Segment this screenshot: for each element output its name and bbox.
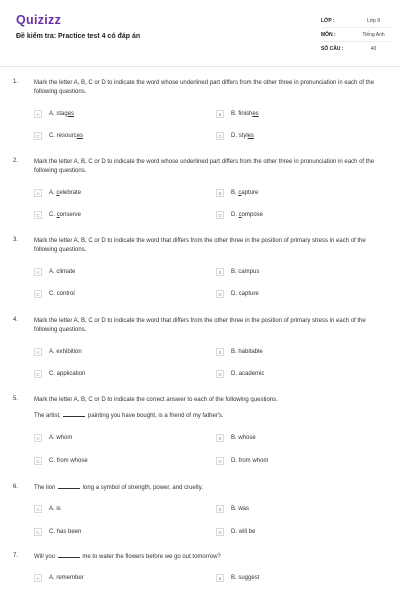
option-text: C. resources [49,133,84,139]
option-text: D. will be [231,529,256,535]
option-letter-box: C [34,211,42,219]
meta-value: Lớp 9 [366,17,380,24]
option-letter-box: A [34,505,42,513]
question-number: 7. [13,553,19,559]
option-letter-box: A [34,348,42,356]
option-letter-box: D [216,132,224,140]
option-b[interactable] [216,347,263,357]
question-text: The lion long a symbol of strength, power, and cruelty. [34,485,203,491]
question-text: Mark the letter A, B, C or D to indicate the word whose underlined part differs from the other three in pronunciation in each of the following questions. [34,159,375,174]
option-b[interactable] [216,573,259,583]
answer-blank [63,416,85,417]
meta-label: MÔN : [321,31,336,38]
option-letter-box: C [34,290,42,298]
question-number: 1. [13,79,19,85]
option-letter-box: B [216,348,224,356]
option-letter-box: A [34,110,42,118]
meta-label: SỐ CÂU : [321,45,344,52]
option-a[interactable] [34,347,82,357]
option-text: C. from whose [49,458,88,464]
option-text: A. remember [49,575,84,581]
meta-row-count [321,42,391,55]
option-letter-box: A [34,434,42,442]
option-text: A. whom [49,435,73,441]
option-letter-box: D [216,528,224,536]
option-letter-box: D [216,370,224,378]
option-b[interactable] [216,504,249,514]
option-a[interactable] [34,433,72,443]
option-letter-box: A [34,574,42,582]
option-a[interactable] [34,188,81,198]
option-c[interactable] [34,456,88,466]
option-text: B. capture [231,190,259,196]
option-text: B. suggest [231,575,260,581]
question-sentence: The artist, painting you have bought, is a friend of my father's. [34,413,224,419]
option-text: D. from whom [231,458,269,464]
option-letter-box: B [216,505,224,513]
option-c[interactable] [34,369,85,379]
option-d[interactable] [216,210,263,220]
meta-table [321,14,391,55]
option-letter-box: B [216,574,224,582]
option-b[interactable] [216,188,258,198]
option-c[interactable] [34,210,81,220]
option-text: C. has been [49,529,82,535]
option-text: B. was [231,506,250,512]
question-number: 3. [13,237,19,243]
option-text: B. finishes [231,111,259,117]
question-text: Mark the letter A, B, C or D to indicate the word that differs from the other three in the position of primary stress in each of the following questions. [34,318,366,333]
option-letter-box: C [34,457,42,465]
option-text: C. conserve [49,212,82,218]
option-d[interactable] [216,456,268,466]
question-text: Mark the letter A, B, C or D to indicate the word whose underlined part differs from the other three in pronunciation in each of the following questions. [34,80,375,95]
option-b[interactable] [216,267,259,277]
header-divider [0,66,400,67]
option-letter-box: A [34,268,42,276]
option-text: A. climate [49,269,76,275]
answer-blank [58,488,80,489]
option-a[interactable] [34,504,61,514]
option-letter-box: B [216,110,224,118]
option-a[interactable] [34,109,74,119]
meta-value: Tiếng Anh [362,31,385,38]
question-number: 2. [13,158,19,164]
option-c[interactable] [34,289,75,299]
option-b[interactable] [216,109,259,119]
option-letter-box: C [34,132,42,140]
meta-value: 40 [370,45,377,52]
meta-row-subject [321,28,391,42]
option-text: A. celebrate [49,190,82,196]
question-text: Will you me to water the flowers before we go out tomorrow? [34,554,221,560]
option-text: C. control [49,291,75,297]
option-text: B. whose [231,435,256,441]
option-d[interactable] [216,289,259,299]
question-text: Mark the letter A, B, C or D to indicate the correct answer to each of the following questions. [34,397,278,403]
option-letter-box: B [216,189,224,197]
option-c[interactable] [34,527,81,537]
option-text: D. styles [231,133,255,139]
option-b[interactable] [216,433,256,443]
option-text: A. exhibition [49,349,82,355]
option-d[interactable] [216,369,264,379]
answer-blank [58,557,80,558]
option-a[interactable] [34,573,84,583]
option-letter-box: D [216,290,224,298]
option-text: D. compose [231,212,264,218]
option-letter-box: B [216,268,224,276]
option-text: D. capture [231,291,259,297]
option-text: A. is [49,506,61,512]
option-letter-box: D [216,211,224,219]
option-c[interactable] [34,131,83,141]
option-text: B. habitable [231,349,263,355]
option-letter-box: A [34,189,42,197]
meta-label: LỚP : [321,17,335,24]
page-title: Đề kiểm tra: Practice test 4 có đáp án [16,33,141,40]
option-d[interactable] [216,527,255,537]
quizizz-logo[interactable]: Quizizz [16,13,62,27]
option-text: A. stages [49,111,75,117]
option-letter-box: C [34,528,42,536]
question-number: 4. [13,317,19,323]
question-text: Mark the letter A, B, C or D to indicate the word that differs from the other three in the position of primary stress in each of the following questions. [34,238,366,253]
option-a[interactable] [34,267,75,277]
option-d[interactable] [216,131,254,141]
option-text: C. application [49,371,86,377]
option-text: D. academic [231,371,265,377]
option-letter-box: C [34,370,42,378]
worksheet-header [0,0,400,62]
meta-row-grade [321,14,391,28]
option-letter-box: D [216,457,224,465]
question-number: 5. [13,396,19,402]
option-letter-box: B [216,434,224,442]
option-text: B. campus [231,269,260,275]
question-number: 6. [13,484,19,490]
